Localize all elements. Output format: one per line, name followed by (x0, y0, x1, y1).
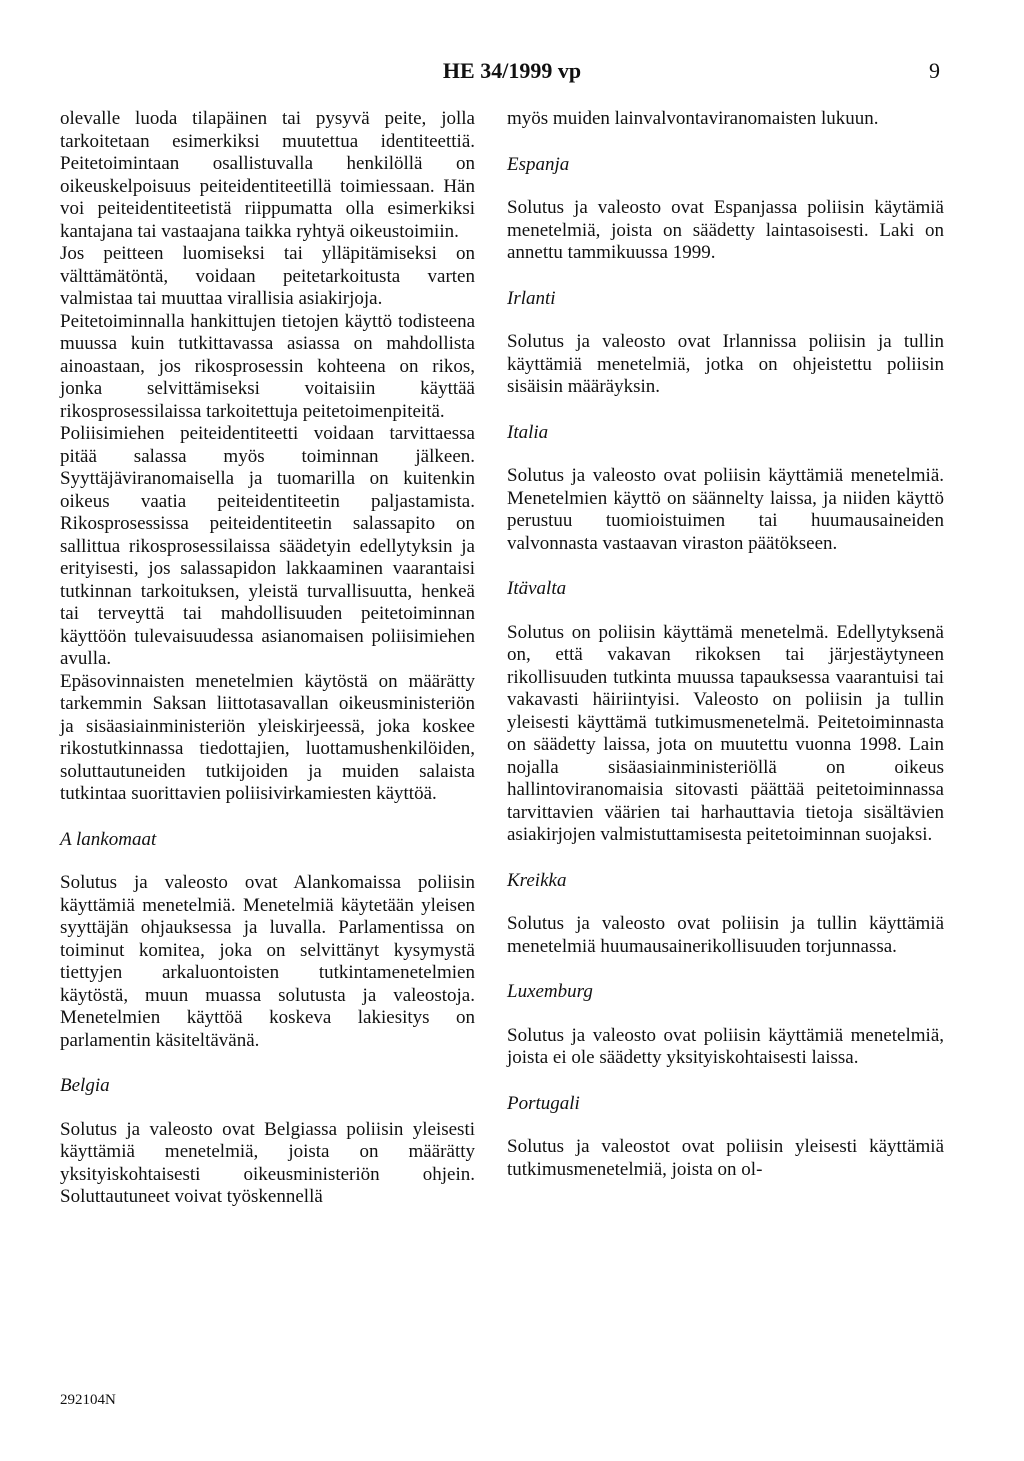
document-title: HE 34/1999 vp (442, 58, 582, 83)
paragraph: myös muiden lainvalvontaviranomaisten lukuun. (507, 108, 879, 129)
paragraph: Solutus ja valeosto ovat Belgiassa poliisin yleisesti käyttämiä menetelmiä, joista on määrätty yksityiskohtaisesti oikeusministeriön ohjein. Soluttautuneet voivat työskennellä (60, 1118, 475, 1207)
paragraph: Solutus ja valeosto ovat poliisin ja tullin käyttämiä menetelmiä huumausainerikollisuuden torjunnassa. (507, 913, 944, 957)
section-heading-kreikka: Kreikka (507, 869, 567, 891)
section-heading-italia: Italia (507, 421, 549, 443)
paragraph: olevalle luoda tilapäinen tai pysyvä peite, jolla tarkoitetaan esimerkiksi muutettua identiteettiä. Peitetoimintaan osallistuvalla henkilöllä on oikeuskelpoisuus peiteidentiteetillä toimiessaan. Hän voi peiteidentiteetistä riippumatta olla esimerkiksi kantajana tai vastaajana taikka ryhtyä oikeustoimiin. (60, 108, 475, 242)
paragraph: Solutus ja valeosto ovat Irlannissa poliisin ja tullin käyttämiä menetelmiä, jotka on ohjeistettu poliisin sisäisin määräyksin. (507, 331, 944, 397)
section-heading-itavalta: Itävalta (507, 578, 567, 599)
page-header (0, 58, 1024, 88)
paragraph: Solutus on poliisin käyttämä menetelmä. Edellytyksenä on, että vakavan rikoksen tai järjestäytyneen rikollisuuden tutkinta muussa tapauksessa vaarantuisi tai vakavasti häiriintyisi. Valeosto on poliisin ja tullin yleisesti käyttämä tutkimusmenetelmä. Peitetoiminnasta on säädetty laissa, jota on muutettu vuonna 1998. Lain nojalla sisäasiainministeriöllä on oikeus hallintoviranomaisia sitovasti päättää peitetoiminnassa tarvittavien väärien tai harhauttavia tietoja sisältävien asiakirjojen valmistuttamisesta peitetoiminnan suojaksi. (507, 621, 944, 845)
paragraph: Solutus ja valeosto ovat poliisin käyttämiä menetelmiä, joista ei ole säädetty yksityiskohtaisesti laissa. (507, 1024, 944, 1068)
section-heading-luxemburg: Luxemburg (507, 981, 593, 1002)
paragraph: Jos peitteen luomiseksi tai ylläpitämiseksi on välttämätöntä, voidaan peitetarkoitusta varten valmistaa tai muuttaa virallisia asiakirjoja. (60, 243, 475, 309)
paragraph: Poliisimiehen peiteidentiteetti voidaan tarvittaessa pitää salassa myös toiminnan jälkeen. Syyttäjäviranomaisella ja tuomarilla on kuitenkin oikeus vaatia peiteidentiteetin paljastamista. Rikosprosessissa peiteidentiteetin salassapito on sallittua rikosprosessilaissa säädetyin edellytyksin ja erityisesti, jos salassapidon lakkaaminen vaarantaisi tutkinnan tarkoituksen, yleistä turvallisuutta, henkeä tai terveyttä tai mahdollisuuden peitetoiminnan käyttöön tulevaisuudessa asianomaisen poliisimiehen avulla. (60, 423, 475, 669)
right-column (507, 108, 944, 1181)
page-number: 9 (929, 58, 940, 83)
paragraph: Solutus ja valeosto ovat Espanjassa poliisin käytämiä menetelmiä, joista on säädetty laintasoisesti. Laki on annettu tammikuussa 1999. (507, 197, 944, 263)
left-column (60, 108, 475, 1209)
paragraph: Peitetoiminnalla hankittujen tietojen käyttö todisteena muussa kuin tutkittavassa asiassa on mahdollista ainoastaan, jos rikosprosessin kohteena on rikos, jonka selvittämiseksi voitaisiin käyttää rikosprosessilaissa tarkoitettuja peitetoimenpiteitä. (60, 310, 475, 422)
section-heading-portugali: Portugali (507, 1092, 580, 1114)
print-code: 292104N (60, 1392, 116, 1408)
section-heading-alankomaat: A lankomaat (60, 828, 157, 850)
section-heading-belgia: Belgia (60, 1075, 110, 1096)
section-heading-irlanti: Irlanti (507, 287, 556, 309)
paragraph: Solutus ja valeosto ovat Alankomaissa poliisin käyttämiä menetelmiä. Menetelmiä käytetään yleisen syyttäjän ohjauksessa ja luvalla. Parlamentissa on toiminut komitea, joka on selvittänyt kysymystä tiettyjen arkaluontoisten tutkintamenetelmien käytöstä, muun muassa solutusta ja valeostoja. Menetelmien käyttöä koskeva lakiesitys on parlamentin käsiteltävänä. (60, 872, 475, 1051)
paragraph: Solutus ja valeosto ovat poliisin käyttämiä menetelmiä. Menetelmien käyttö on säännelty laissa, ja niiden käyttö perustuu tuomioistuimen tai huumausaineiden valvonnasta vastaavan viraston päätökseen. (507, 465, 944, 554)
section-heading-espanja: Espanja (507, 153, 570, 175)
paragraph: Solutus ja valeostot ovat poliisin yleisesti käyttämiä tutkimusmenetelmiä, joista on ol- (507, 1136, 944, 1180)
paragraph: Epäsovinnaisten menetelmien käytöstä on määrätty tarkemmin Saksan liittotasavallan oikeusministeriön ja sisäasiainministeriön yleiskirjeessä, joka koskee rikostutkinnassa tiedottajien, luottamushenkilöiden, soluttautuneiden tutkijoiden ja muiden salaista tutkintaa suorittavien poliisivirkamiesten käyttöä. (60, 670, 475, 804)
